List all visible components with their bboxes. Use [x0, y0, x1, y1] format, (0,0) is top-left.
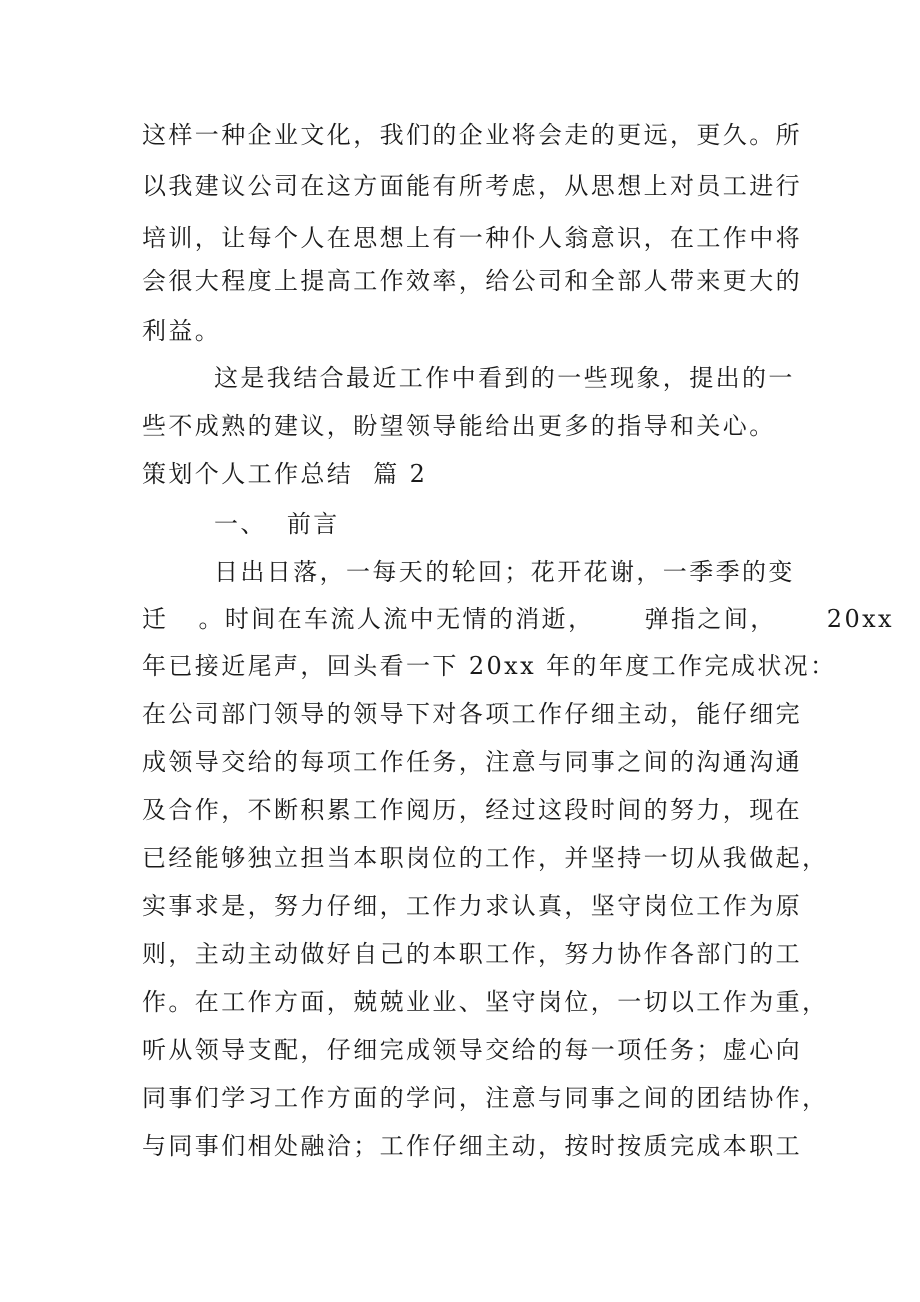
text-line: 会很大程度上提高工作效率，给公司和全部人带来更大的 [142, 267, 802, 295]
text-line: 作。在工作方面，兢兢业业、坚守岗位，一切以工作为重， [142, 988, 829, 1016]
subsection-heading: 一、 前言 [214, 510, 340, 538]
section-heading: 策划个人工作总结 篇 2 [142, 460, 428, 488]
text-line: 实事求是，努力仔细，工作力求认真，坚守岗位工作为原 [142, 892, 802, 920]
text-line: 在公司部门领导的领导下对各项工作仔细主动，能仔细完 [142, 700, 802, 728]
text-line: 及合作，不断积累工作阅历，经过这段时间的努力，现在 [142, 796, 802, 824]
text-line: 些不成熟的建议，盼望领导能给出更多的指导和关心。 [142, 412, 776, 440]
text-line: 培训，让每个人在思想上有一种仆人翁意识，在工作中将 [142, 224, 802, 252]
text-line: 年已接近尾声，回头看一下 20xx 年的年度工作完成状况： [142, 652, 837, 680]
text-line: 这样一种企业文化，我们的企业将会走的更远，更久。所 [142, 121, 802, 149]
text-line: 成领导交给的每项工作任务，注意与同事之间的沟通沟通 [142, 748, 802, 776]
text-line: 与同事们相处融洽；工作仔细主动，按时按质完成本职工 [142, 1132, 802, 1160]
text-line: 利益。 [142, 317, 222, 345]
text-line: 迁 。时间在车流人流中无情的消逝， 弹指之间， 20xx [142, 605, 894, 633]
text-line: 以我建议公司在这方面能有所考虑，从思想上对员工进行 [142, 172, 802, 200]
text-line: 同事们学习工作方面的学问，注意与同事之间的团结协作， [142, 1084, 829, 1112]
text-line: 听从领导支配，仔细完成领导交给的每一项任务；虚心向 [142, 1036, 802, 1064]
text-line: 已经能够独立担当本职岗位的工作，并坚持一切从我做起， [142, 844, 829, 872]
paragraph-first-line: 日出日落，一每天的轮回；花开花谢，一季季的变 [214, 558, 795, 586]
text-line: 则，主动主动做好自己的本职工作，努力协作各部门的工 [142, 940, 802, 968]
paragraph-first-line: 这是我结合最近工作中看到的一些现象，提出的一 [214, 364, 795, 392]
